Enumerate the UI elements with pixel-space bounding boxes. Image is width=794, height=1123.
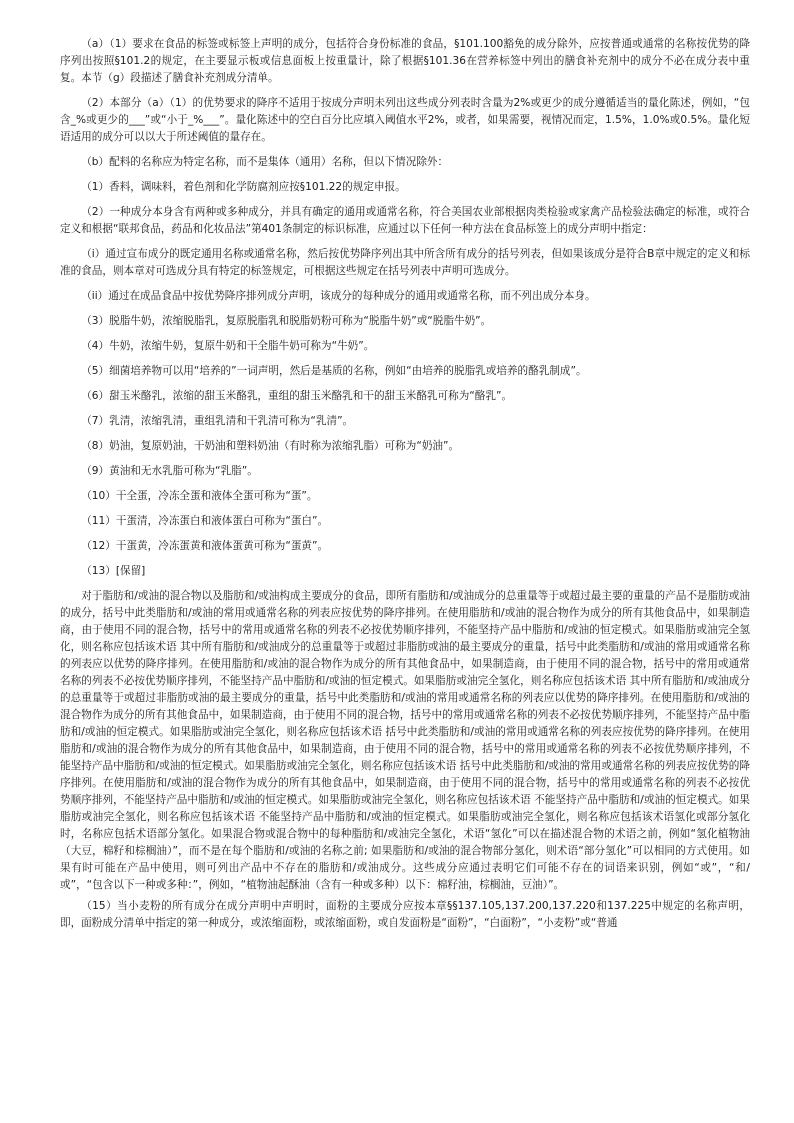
paragraph-b-15: （15）当小麦粉的所有成分在成分声明中声明时，面粉的主要成分应按本章§§137.105,137.200,137.220和137.225中规定的名称声明，即，面粉成分清单中指定的第一种成分，或浓缩面粉，或浓缩面粉，或自发面粉是“面粉”，“白面粉”，“小麦粉”或“普通 xyxy=(60,900,750,929)
paragraph-b-3: （3）脱脂牛奶，浓缩脱脂乳，复原脱脂乳和脱脂奶粉可称为“脱脂牛奶”或“脱脂牛奶”。 xyxy=(81,315,492,327)
paragraph-b-7: （7）乳清，浓缩乳清，重组乳清和干乳清可称为“乳清”。 xyxy=(81,415,354,427)
paragraph-a-1: （a）（1）要求在食品的标签或标签上声明的成分，包括符合身份标准的食品，§101.100豁免的成分除外，应按普通或通常的名称按优势的降序列出按照§101.2的规定，在主要显示板或信息面板上按重量计，除了根据§101.36在营养标签中列出的膳食补充剂中的成分不必在成分表中重复。本节（g）段描述了膳食补充剂成分清单。 xyxy=(60,38,750,84)
paragraph-b-5: （5）细菌培养物可以用“培养的”一词声明，然后是基质的名称，例如“由培养的脱脂乳或培养的酪乳制成”。 xyxy=(81,365,587,377)
paragraph-b-13: （13）[保留] xyxy=(81,565,146,577)
paragraph-b-4: （4）牛奶，浓缩牛奶，复原牛奶和干全脂牛奶可称为“牛奶”。 xyxy=(81,340,375,352)
paragraph-b: （b）配料的名称应为特定名称，而不是集体（通用）名称，但以下情况除外： xyxy=(81,156,449,168)
paragraph-b-2-ii: （ii）通过在成品食品中按优势降序排列成分声明，该成分的每种成分的通用或通常名称，而不列出成分本身。 xyxy=(81,290,596,302)
paragraph-b-11: （11）干蛋清，冷冻蛋白和液体蛋白可称为“蛋白”。 xyxy=(81,515,329,527)
paragraph-b-2: （2）一种成分本身含有两种或多种成分，并具有确定的通用或通常名称，符合美国农业部根据肉类检验或家禽产品检验法确定的标准，或符合定义和根据“联邦食品，药品和化妆品法”第401条制定的标识标准，应通过以下任何一种方法在食品标签上的成分声明中指定： xyxy=(60,206,750,235)
paragraph-a-2: （2）本部分（a）（1）的优势要求的降序不适用于按成分声明未列出这些成分列表时含量为2%或更少的成分遵循适当的量化陈述，例如，“包含_%或更少的___”或“小于_%___”。量化陈述中的空白百分比应填入阈值水平2%，或者，如果需要，视情况而定，1.5%，1.0%或0.5%。量化短语适用的成分可以以大于所述阈值的量存在。 xyxy=(60,97,750,143)
paragraph-b-2-i: （i）通过宣布成分的既定通用名称或通常名称，然后按优势降序列出其中所含所有成分的括号列表，但如果该成分是符合B章中规定的定义和标准的食品，则本章对可选成分具有特定的标签规定，可根据这些规定在括号列表中声明可选成分。 xyxy=(60,248,750,277)
paragraph-b-8: （8）奶油，复原奶油，干奶油和塑料奶油（有时称为浓缩乳脂）可称为“奶油”。 xyxy=(81,440,460,452)
paragraph-b-14-fats-oils: 对于脂肪和/或油的混合物以及脂肪和/或油构成主要成分的食品，即所有脂肪和/或油成分的总重量等于或超过最主要的重量的产品不是脂肪或油的成分，括号中此类脂肪和/或油的常用或通常名称的列表应按优势的降序排列。在使用脂肪和/或油的混合物作为成分的所有其他食品中，如果制造商，由于使用不同的混合物，括号中的常用或通常名称的列表不必按优势顺序排列，不能坚持产品中脂肪和/或油的恒定模式。如果脂肪或油完全氢化，则名称应包括该术语 其中所有脂肪和/或油成分的总重量等于或超过非脂肪或油的最主要成分的重量，括号中此类脂肪和/或油的常用或通常名称的列表应以优势的降序排列。在使用脂肪和/或油的混合物作为成分的所有其他食品中，如果制造商，由于使用不同的混合物，括号中的常用或通常名称的列表不必按优势顺序排列，不能坚持产品中脂肪和/或油的恒定模式。如果脂肪或油完全氢化，则名称应包括该术语 其中所有脂肪和/或油成分的总重量等于或超过非脂肪或油的最主要成分的重量，括号中此类脂肪和/或油的常用或通常名称的列表应以优势的降序排列。在使用脂肪和/或油的混合物作为成分的所有其他食品中，如果制造商，由于使用不同的混合物，括号中的常用或通常名称的列表不必按优势顺序排列，不能坚持产品中脂肪和/或油的恒定模式。如果脂肪或油完全氢化，则名称应包括该术语 括号中此类脂肪和/或油的常用或通常名称的列表应按优势的降序排列。在使用脂肪和/或油的混合物作为成分的所有其他食品中，如果制造商，由于使用不同的混合物，括号中的常用或通常名称的列表不必按优势顺序排列，不能坚持产品中脂肪和/或油的恒定模式。如果脂肪或油完全氢化，则名称应包括该术语 括号中此类脂肪和/或油的常用或通常名称的列表应按优势的降序排列。在使用脂肪和/或油的混合物作为成分的所有其他食品中，如果制造商，由于使用不同的混合物，括号中的常用或通常名称的列表不必按优势顺序排列，不能坚持产品中脂肪和/或油的恒定模式。如果脂肪或油完全氢化，则名称应包括该术语 不能坚持产品中脂肪和/或油的恒定模式。如果脂肪或油完全氢化，则名称应包括该术语 不能坚持产品中脂肪和/或油的恒定模式。如果脂肪或油完全氢化，则名称应包括该术语氢化或部分氢化时，名称应包括术语部分氢化。如果混合物或混合物中的每种脂肪和/或油完全氢化，术语“氢化”可以在描述混合物的术语之前，例如“氢化植物油（大豆，棉籽和棕榈油）”，而不是在每个脂肪和/或油的名称之前; 如果脂肪和/或油的混合物部分氢化，则术语“部分氢化”可以相同的方式使用。如果有时可能在产品中使用，则可列出产品中不存在的脂肪和/或油成分。这些成分应通过表明它们可能不存在的词语来识别，例如“或”，“和/或”，“包含以下一种或多种：”，例如，“植物油起酥油（含有一种或多种）以下：棉籽油，棕榈油，豆油）”。 xyxy=(60,590,750,891)
paragraph-b-9: （9）黄油和无水乳脂可称为“乳脂”。 xyxy=(81,465,258,477)
document-page xyxy=(60,36,750,940)
paragraph-b-12: （12）干蛋黄，冷冻蛋黄和液体蛋黄可称为“蛋黄”。 xyxy=(81,540,329,552)
paragraph-b-1: （1）香料，调味料，着色剂和化学防腐剂应按§101.22的规定申报。 xyxy=(81,181,406,193)
paragraph-b-10: （10）干全蛋，冷冻全蛋和液体全蛋可称为“蛋”。 xyxy=(81,490,318,502)
paragraph-b-6: （6）甜玉米酪乳，浓缩的甜玉米酪乳，重组的甜玉米酪乳和干的甜玉米酪乳可称为“酪乳”。 xyxy=(81,390,513,402)
